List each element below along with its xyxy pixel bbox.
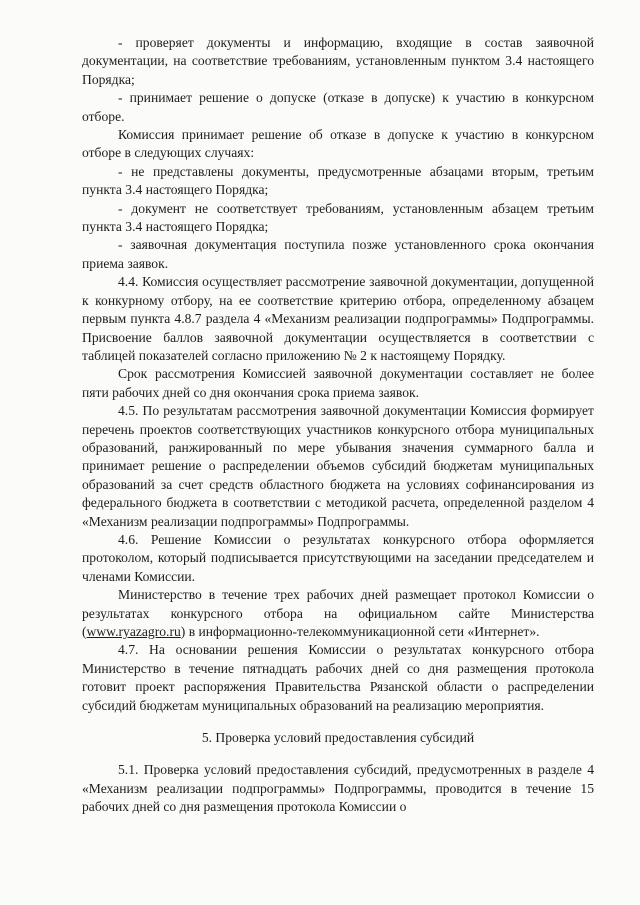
- paragraph: Срок рассмотрения Комиссией заявочной документации составляет не более пяти рабочих дней со дня окончания срока приема заявок.: [82, 366, 594, 400]
- paragraph: - не представлены документы, предусмотренные абзацами вторым, третьим пункта 3.4 настоящего Порядка;: [82, 163, 594, 198]
- paragraph: - документ не соответствует требованиям, установленным абзацем третьим пункта 3.4 настоящего Порядка;: [82, 200, 594, 235]
- paragraph-site-publication: [82, 586, 594, 641]
- paragraph-5-1: 5.1. Проверка условий предоставления субсидий, предусмотренных в разделе 4 «Механизм реализации подпрограммы» Подпрограммы, проводится в течение 15 рабочих дней со дня размещения протокола Комиссии о: [82, 762, 594, 815]
- paragraph-4-7: 4.7. На основании решения Комиссии о результатах конкурсного отбора Министерство в течение пятнадцать рабочих дней со дня размещения протокола готовит проект распоряжения Правительства Рязанской области о распределении субсидий бюджетам муниципальных образований на реализацию мероприятия.: [82, 642, 594, 713]
- ministry-website-link[interactable]: www.ryazagro.ru: [86, 624, 181, 639]
- paragraph: Комиссия принимает решение об отказе в допуске к участию в конкурсном отборе в следующих случаях:: [82, 127, 594, 161]
- text-after-link: ) в информационно-телекоммуникационной сети «Интернет».: [180, 624, 540, 639]
- paragraph: - заявочная документация поступила позже установленного срока окончания приема заявок.: [82, 237, 594, 271]
- paragraph-4-6: 4.6. Решение Комиссии о результатах конкурсного отбора оформляется протоколом, который подписывается присутствующими на заседании председателем и членами Комиссии.: [82, 531, 594, 584]
- bottom-clip: [82, 761, 594, 815]
- text-before-link: Министерство в течение трех рабочих дней размещает протокол Комиссии о результатах конкурсного отбора на официальном сайте Министерства (: [82, 587, 594, 639]
- paragraph: - проверяет документы и информацию, входящие в состав заявочной документации, на соответствие требованиям, установленным пунктом 3.4 настоящего Порядка;: [82, 35, 594, 87]
- section-heading: 5. Проверка условий предоставления субсидий: [201, 730, 475, 746]
- paragraph: - принимает решение о допуске (отказе в допуске) к участию в конкурсном отборе.: [82, 90, 594, 124]
- paragraph-4-4: 4.4. Комиссия осуществляет рассмотрение заявочной документации, допущенной к конкурному отбору, на ее соответствие критерию отбора, определенному абзацем первым пункта 4.8.7 раздела 4 «Механизм реализации подпрограммы» Подпрограммы. Присвоение баллов заявочной документации осуществляется в соответствии с таблицей показателей согласно приложению № 2 к настоящему Порядку.: [82, 274, 594, 363]
- paragraph-4-5: 4.5. По результатам рассмотрения заявочной документации Комиссия формирует перечень проектов соответствующих участников конкурсного отбора муниципальных образований, ранжированный по мере убывания значения суммарного балла и принимает решение о распределении объемов субсидий бюджетам муниципальных образований за счет средств областного бюджета на условиях софинансирования из федерального бюджета в соответствии с методикой расчета, определенной разделом 4 «Механизм реализации подпрограммы» Подпрограммы.: [82, 403, 594, 529]
